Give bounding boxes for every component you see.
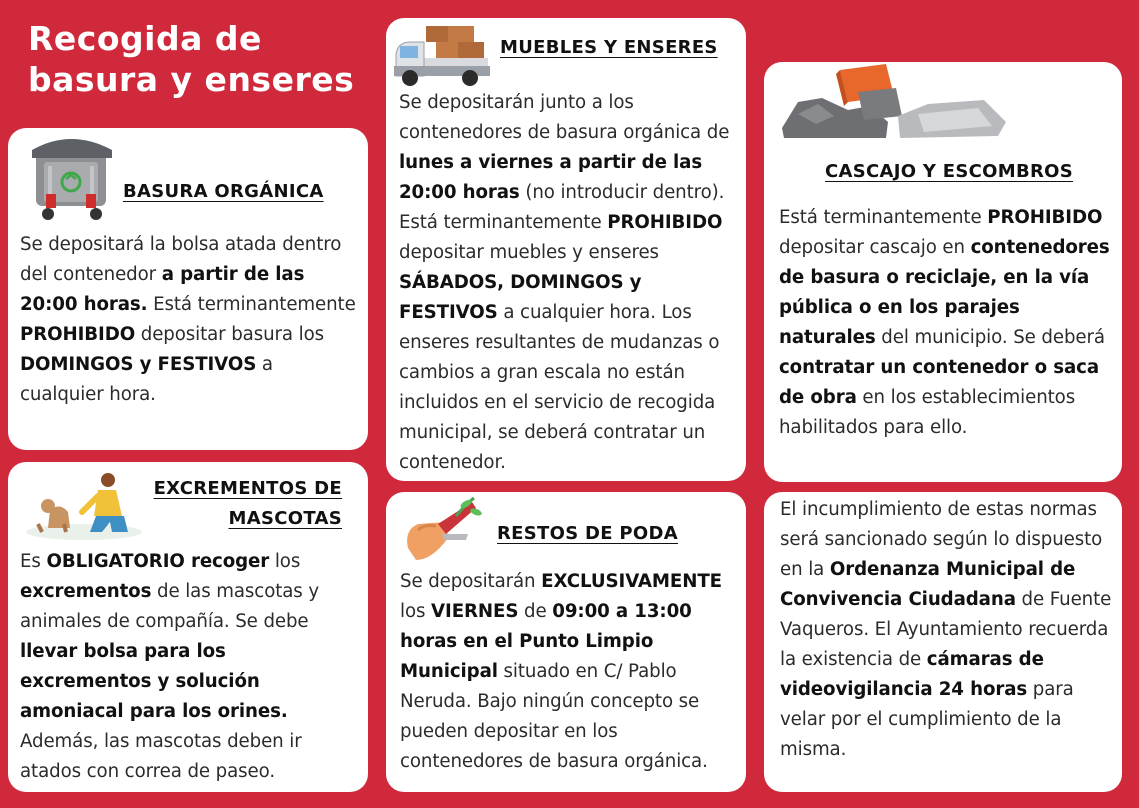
text-segment: (no introducir dentro). Está terminantemente <box>399 182 725 233</box>
text-segment: DOMINGOS y FESTIVOS <box>20 354 257 375</box>
text-excrementos-mascotas <box>20 547 356 787</box>
card-sancion <box>764 492 1122 792</box>
text-segment: de Fuente Vaqueros. El Ayuntamiento recuerda la existencia de <box>780 589 1112 670</box>
title-line-1: Recogida de <box>28 19 262 58</box>
text-segment: PROHIBIDO <box>987 207 1103 228</box>
text-segment: los <box>269 551 301 572</box>
text-segment: Es <box>20 551 47 572</box>
text-segment: depositar muebles y enseres <box>399 242 659 263</box>
text-segment: a cualquier hora. Los enseres resultantes de mudanzas o cambios a gran escala no están incluidos en el servicio de recogida municipal, se deberá contratar un contenedor. <box>399 302 720 473</box>
text-segment: PROHIBIDO <box>607 212 723 233</box>
text-segment: Ordenanza Municipal de Convivencia Ciudadana <box>780 559 1076 610</box>
text-segment: Se depositarán junto a los contenedores de basura orgánica de <box>399 92 730 143</box>
text-segment: excrementos <box>20 581 152 602</box>
text-segment: El incumplimiento de estas normas será sancionado según lo dispuesto en la <box>780 499 1103 580</box>
text-segment: contenedores de basura o reciclaje, en la vía pública o en los parajes naturales <box>779 237 1110 348</box>
text-segment: para velar por el cumplimiento de la misma. <box>780 679 1074 760</box>
text-restos-poda <box>400 567 738 777</box>
heading-basura-organica: BASURA ORGÁNICA <box>123 181 324 202</box>
rubble-icon <box>778 62 1018 144</box>
text-segment: EXCLUSIVAMENTE <box>541 571 722 592</box>
text-segment: contratar un contenedor o saca de obra <box>779 357 1099 408</box>
heading-excrementos-line1: EXCREMENTOS DE <box>153 478 342 499</box>
pruning-shears-icon <box>402 494 488 566</box>
text-segment: a partir de las 20:00 horas. <box>20 264 305 315</box>
page-title <box>28 18 368 100</box>
text-sancion <box>780 495 1116 765</box>
text-segment: VIERNES <box>431 601 519 622</box>
text-segment: llevar bolsa para los excrementos y solución amoniacal para los orines. <box>20 641 288 722</box>
text-segment: Además, las mascotas deben ir atados con correa de paseo. <box>20 731 302 782</box>
heading-muebles-enseres: MUEBLES Y ENSERES <box>500 37 718 58</box>
waste-container-icon <box>26 132 120 222</box>
heading-restos-poda: RESTOS DE PODA <box>497 523 679 544</box>
text-segment: SÁBADOS, DOMINGOS y FESTIVOS <box>399 272 642 323</box>
heading-cascajo-escombros: CASCAJO Y ESCOMBROS <box>825 161 1074 182</box>
text-segment: lunes a viernes a partir de las 20:00 horas <box>399 152 703 203</box>
text-segment: PROHIBIDO <box>20 324 136 345</box>
text-segment: 09:00 a 13:00 horas en el Punto Limpio Municipal <box>400 601 692 682</box>
text-segment: Está terminantemente <box>779 207 988 228</box>
dog-walker-icon <box>24 466 144 544</box>
text-segment: Se depositarán <box>400 571 542 592</box>
text-segment: de <box>518 601 553 622</box>
text-segment: situado en C/ Pablo Neruda. Bajo ningún concepto se pueden depositar en los contenedores de basura orgánica. <box>400 661 708 772</box>
text-segment: de las mascotas y animales de compañía. Se debe <box>20 581 320 632</box>
text-segment: los <box>400 601 432 622</box>
card-restos-poda <box>386 492 746 792</box>
card-excrementos-mascotas <box>8 462 368 792</box>
card-cascajo-escombros <box>764 62 1122 482</box>
title-line-2: basura y enseres <box>28 60 355 99</box>
text-cascajo-escombros <box>779 203 1113 443</box>
card-muebles-enseres <box>386 18 746 481</box>
text-segment: a cualquier hora. <box>20 354 273 405</box>
text-segment: depositar basura los <box>135 324 324 345</box>
text-segment: depositar cascajo en <box>779 237 971 258</box>
text-segment: Está terminantemente <box>147 294 356 315</box>
text-segment: cámaras de videovigilancia 24 horas <box>780 649 1044 700</box>
text-basura-organica <box>20 230 360 410</box>
text-segment: del municipio. Se deberá <box>875 327 1105 348</box>
heading-excrementos-line2: MASCOTAS <box>228 508 342 529</box>
card-basura-organica <box>8 128 368 450</box>
truck-icon <box>392 20 492 90</box>
text-segment: OBLIGATORIO recoger <box>46 551 270 572</box>
text-muebles-enseres <box>399 88 737 478</box>
text-segment: Se depositará la bolsa atada dentro del contenedor <box>20 234 342 285</box>
text-segment: en los establecimientos habilitados para ello. <box>779 387 1076 438</box>
